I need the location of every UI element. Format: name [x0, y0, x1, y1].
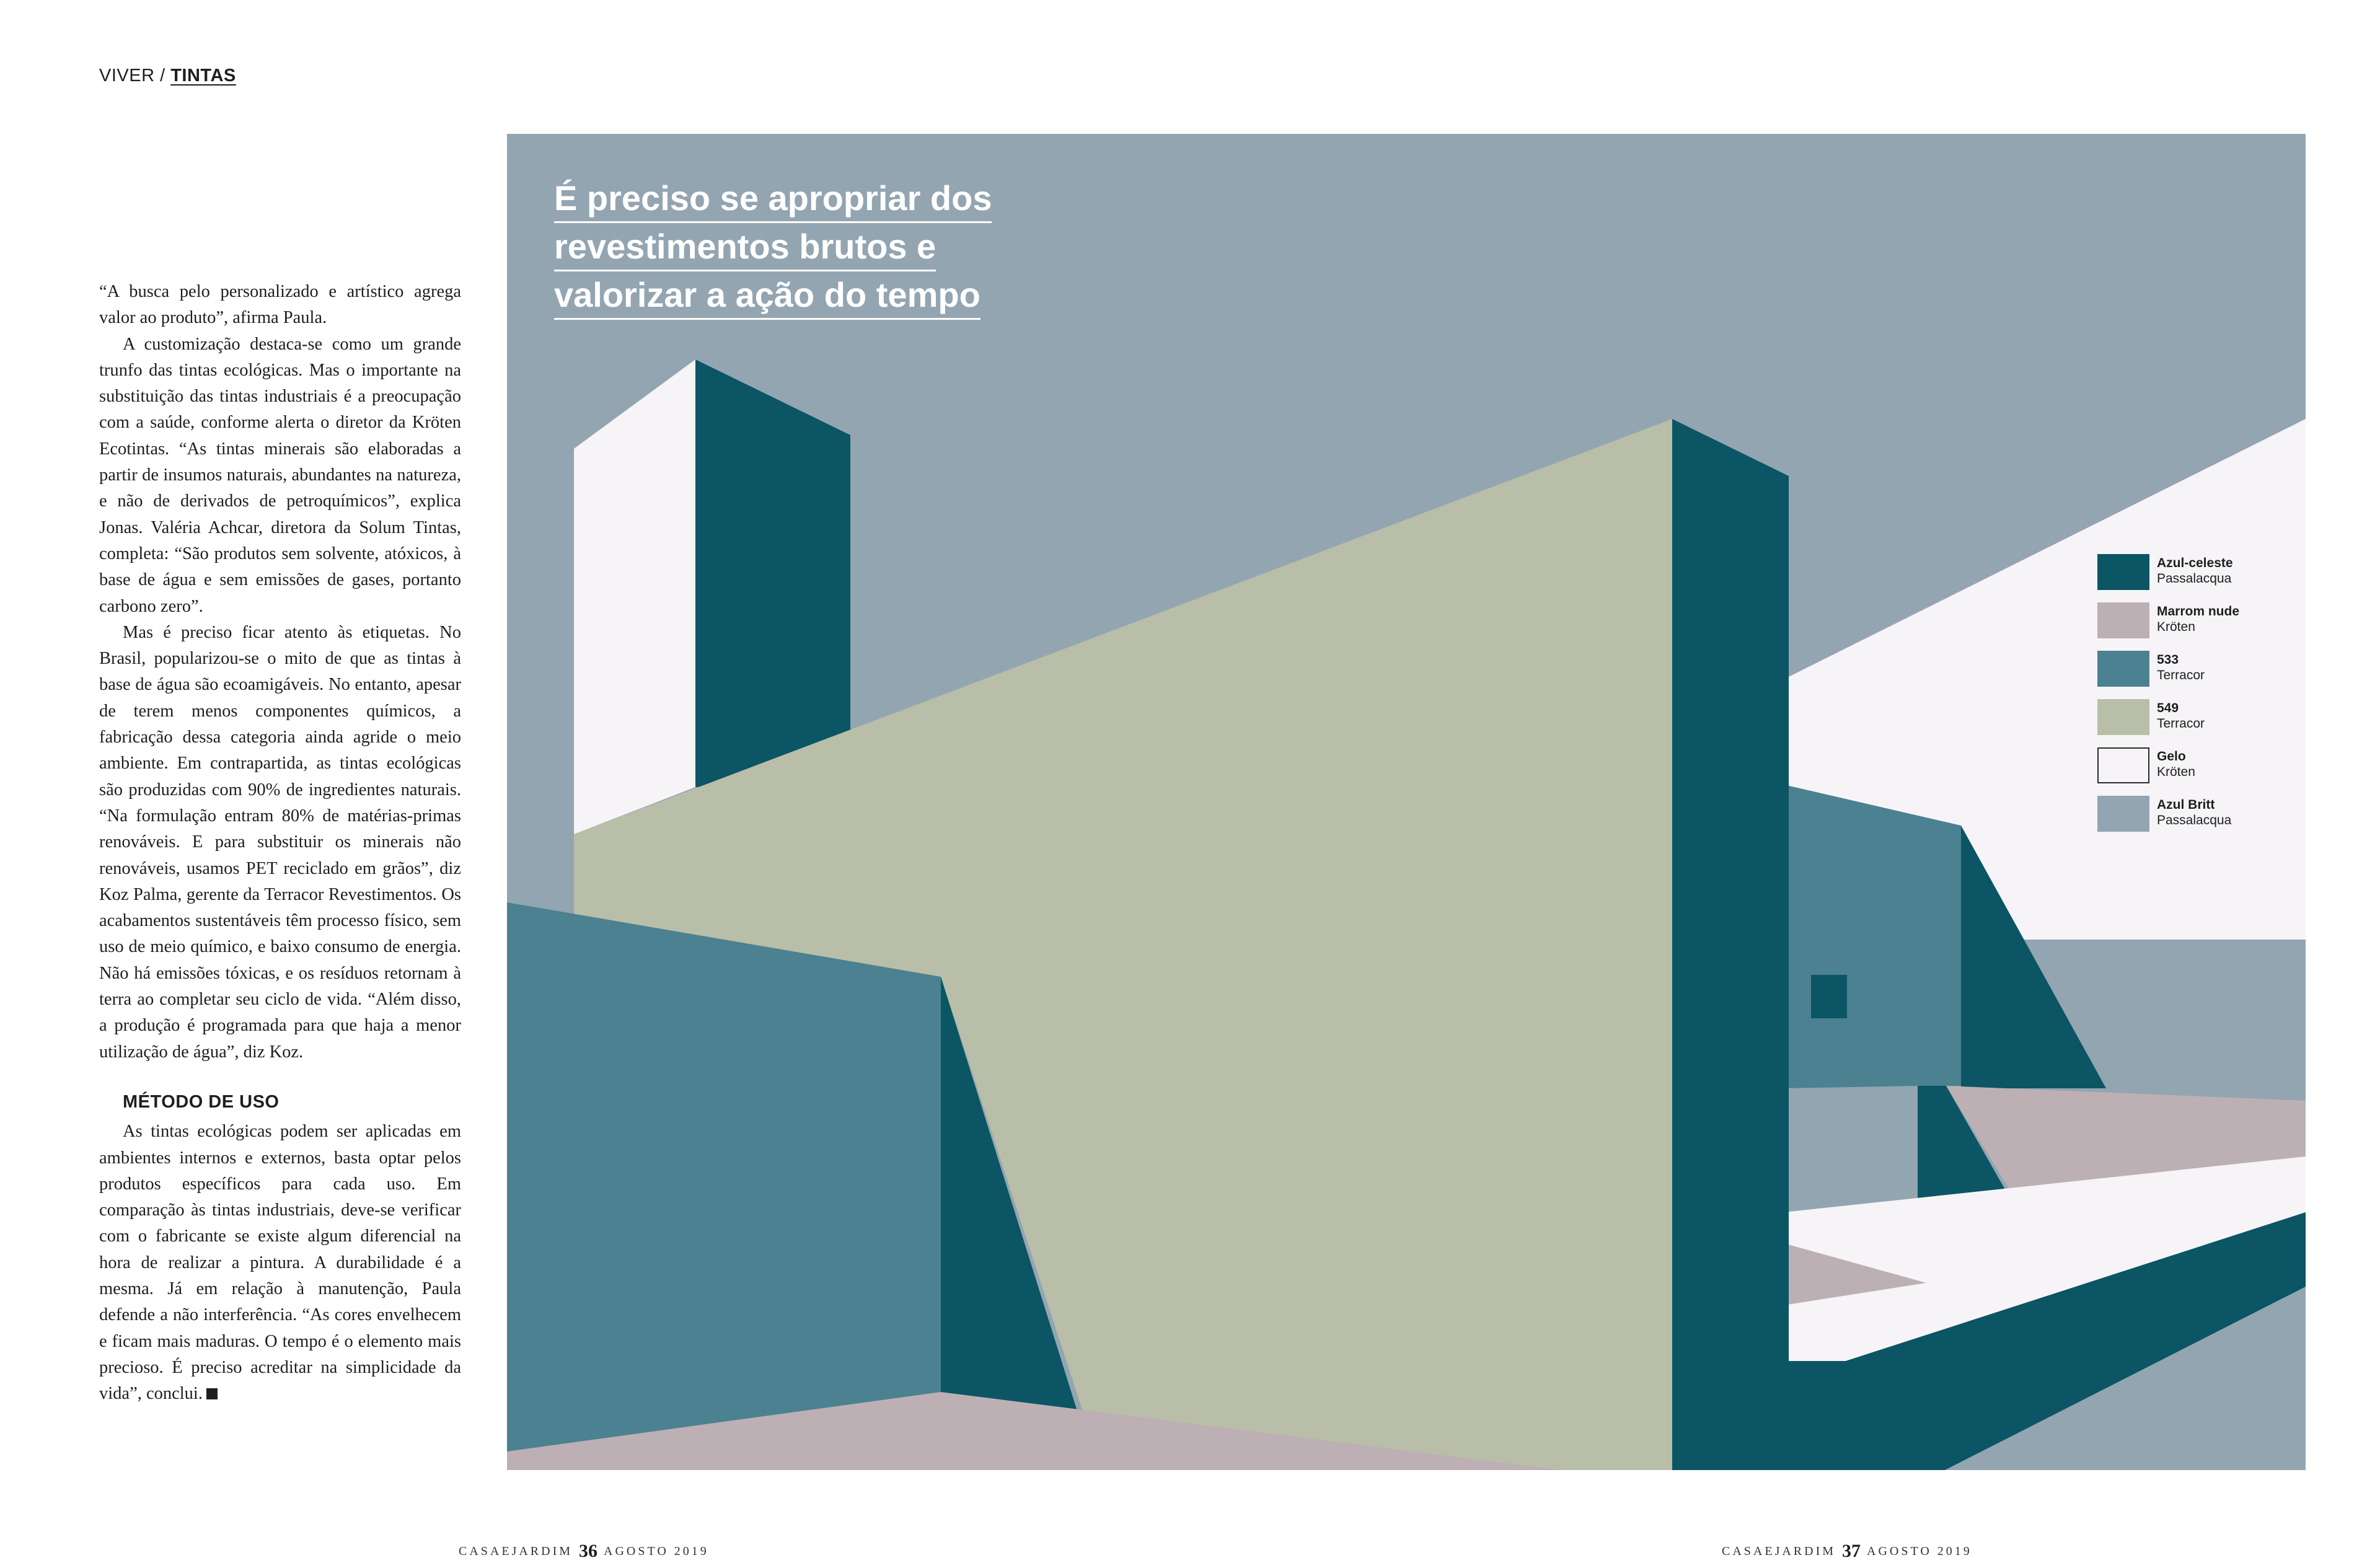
legend-brand-name: Passalacqua [2157, 571, 2232, 586]
folio-left [459, 1541, 709, 1562]
legend-item [2097, 699, 2296, 736]
pull-quote [554, 176, 992, 321]
legend-brand-name: Terracor [2157, 716, 2205, 731]
color-swatch [2097, 747, 2149, 783]
pull-quote-line-2: revestimentos brutos e [554, 224, 936, 271]
folio-right [1722, 1541, 1972, 1562]
legend-color-name: Marrom nude [2157, 604, 2240, 619]
legend-item [2097, 747, 2296, 785]
section-separator: / [154, 66, 171, 86]
color-swatch [2097, 699, 2149, 735]
legend-item [2097, 602, 2296, 640]
legend-item [2097, 796, 2296, 833]
legend-item [2097, 554, 2296, 591]
architecture-artwork [507, 134, 2306, 1470]
legend-color-name: Gelo [2157, 749, 2186, 764]
folio-page-number: 37 [1842, 1541, 1861, 1561]
left-block-front [507, 902, 941, 1451]
section-name: VIVER [99, 66, 155, 86]
architecture-illustration [507, 134, 2306, 1470]
legend-color-name: Azul Britt [2157, 798, 2215, 812]
legend-color-name: 533 [2157, 653, 2179, 667]
legend-color-name: Azul-celeste [2157, 556, 2233, 570]
legend-brand-name: Passalacqua [2157, 813, 2232, 827]
article-closing-text: As tintas ecológicas podem ser aplicadas em ambientes internos e externos, basta optar pelos produtos específicos para cada uso. Em comparação às tintas industriais, deve-se verificar com o fabricante se existe algum diferencial na hora de realizar a pintura. A durabilidade é a mesma. Já em relação à manutenção, Paula defende a não interferência. “As cores envelhecem e ficam mais maduras. O tempo é o elemento mais precioso. É preciso acreditar na simplicidade da vida”, conclui. [99, 1122, 461, 1404]
article-paragraph-2: A customização destaca-se como um grande trunfo das tintas ecológicas. Mas o importante na substituição das tintas industriais é a preocupação com a saúde, conforme alerta o diretor da Kröten Ecotintas. “As tintas minerais são elaboradas a partir de insumos naturais, abundantes na natureza, e não de derivados de petroquímicos”, explica Jonas. Valéria Achcar, diretora da Solum Tintas, completa: “São produtos sem solvente, atóxicos, à base de água e sem emissões de gases, portanto carbono zero”. [99, 334, 461, 616]
main-dark-edge [1672, 419, 1789, 1470]
article-paragraph-3: Mas é preciso ficar atento às etiquetas. No Brasil, popularizou-se o mito de que as tintas à base de água são ecoamigáveis. No entanto, apesar de terem menos componentes químicos, a fabricação dessa categoria ainda agride o meio ambiente. Em contrapartida, as tintas ecológicas são produzidas com 90% de ingredientes naturais. “Na formulação entram 80% de matérias-primas renováveis. E para substituir os minerais não renováveis, usamos PET reciclado em grãos”, diz Koz Palma, gerente da Terracor Revestimentos. Os acabamentos sustentáveis têm processo físico, sem uso de meio químico, e baixo consumo de energia. Não há emissões tóxicas, e os resíduos retornam à terra ao completar seu ciclo de vida. “Além disso, a produção é programada para que haja a menor utilização de água”, diz Koz. [99, 622, 461, 1062]
folio-page-number: 36 [579, 1541, 598, 1561]
folio-date: AGOSTO 2019 [1867, 1544, 1972, 1558]
legend-brand-name: Kröten [2157, 765, 2195, 779]
pull-quote-line-1: É preciso se apropriar dos [554, 176, 992, 223]
article-closing-paragraph [99, 1119, 461, 1407]
legend-brand-name: Terracor [2157, 668, 2205, 682]
end-mark-icon [206, 1388, 218, 1399]
color-swatch [2097, 796, 2149, 832]
legend-brand-name: Kröten [2157, 620, 2195, 634]
subsection-name: TINTAS [170, 66, 236, 86]
article-body [99, 279, 461, 1407]
legend-color-name: 549 [2157, 701, 2179, 715]
article-paragraph-1: “A busca pelo personalizado e artístico agrega valor ao produto”, afirma Paula. [99, 282, 461, 328]
right-block-front [1784, 785, 1961, 1088]
article-subheading: MÉTODO DE USO [123, 1091, 280, 1112]
pull-quote-line-3: valorizar a ação do tempo [554, 273, 981, 320]
window [1811, 975, 1847, 1018]
folio-date: AGOSTO 2019 [604, 1544, 709, 1558]
folio-magazine: CASAEJARDIM [1722, 1544, 1836, 1558]
section-label [99, 66, 236, 86]
legend-item [2097, 651, 2296, 688]
folio-magazine: CASAEJARDIM [459, 1544, 573, 1558]
color-swatch [2097, 602, 2149, 638]
color-swatch [2097, 651, 2149, 687]
color-swatch [2097, 554, 2149, 590]
